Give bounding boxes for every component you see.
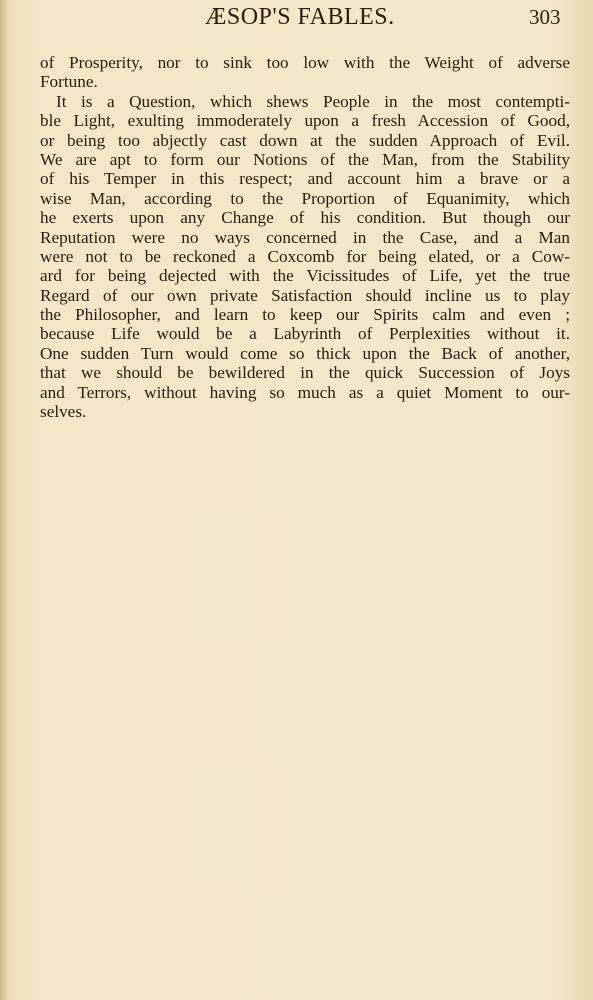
text-line: of his Temper in this respect; and account him a brave or a bbox=[40, 169, 570, 189]
text-line: One sudden Turn would come so thick upon the Back of another, bbox=[40, 343, 570, 363]
text-line: selves. bbox=[40, 402, 87, 422]
text-line: because Life would be a Labyrinth of Perplexities without it. bbox=[40, 324, 570, 344]
text-line: It is a Question, which shews People in the most contempti- bbox=[56, 91, 570, 111]
text-line: and Terrors, without having so much as a quiet Moment to our- bbox=[40, 382, 570, 402]
text-line: that we should be bewildered in the quick Succession of Joys bbox=[40, 363, 570, 383]
text-line: of Prosperity, nor to sink too low with the Weight of adverse bbox=[40, 53, 570, 72]
text-line: ble Light, exulting immoderately upon a fresh Accession of Good, bbox=[40, 111, 570, 131]
text-line: ard for being dejected with the Vicissitudes of Life, yet the true bbox=[40, 266, 570, 286]
text-line: wise Man, according to the Proportion of Equanimity, which bbox=[40, 188, 570, 208]
text-line: the Philosopher, and learn to keep our Spirits calm and even ; bbox=[40, 305, 570, 325]
text-line: Fortune. bbox=[40, 72, 98, 92]
text-line: Reputation were no ways concerned in the Case, and a Man bbox=[40, 227, 570, 247]
text-line: he exerts upon any Change of his condition. But though our bbox=[40, 208, 570, 228]
text-line: were not to be reckoned a Coxcomb for being elated, or a Cow- bbox=[40, 246, 570, 266]
running-head: ÆSOP'S FABLES. bbox=[205, 4, 395, 30]
text-line: Regard of our own private Satisfaction should incline us to play bbox=[40, 285, 570, 305]
text-line: or being too abjectly cast down at the sudden Approach of Evil. bbox=[40, 130, 570, 150]
page-header bbox=[0, 4, 593, 38]
text-line: We are apt to form our Notions of the Man, from the Stability bbox=[40, 149, 570, 169]
body-text bbox=[40, 53, 570, 421]
gutter-shadow bbox=[0, 0, 8, 1000]
page-number: 303 bbox=[529, 5, 561, 29]
